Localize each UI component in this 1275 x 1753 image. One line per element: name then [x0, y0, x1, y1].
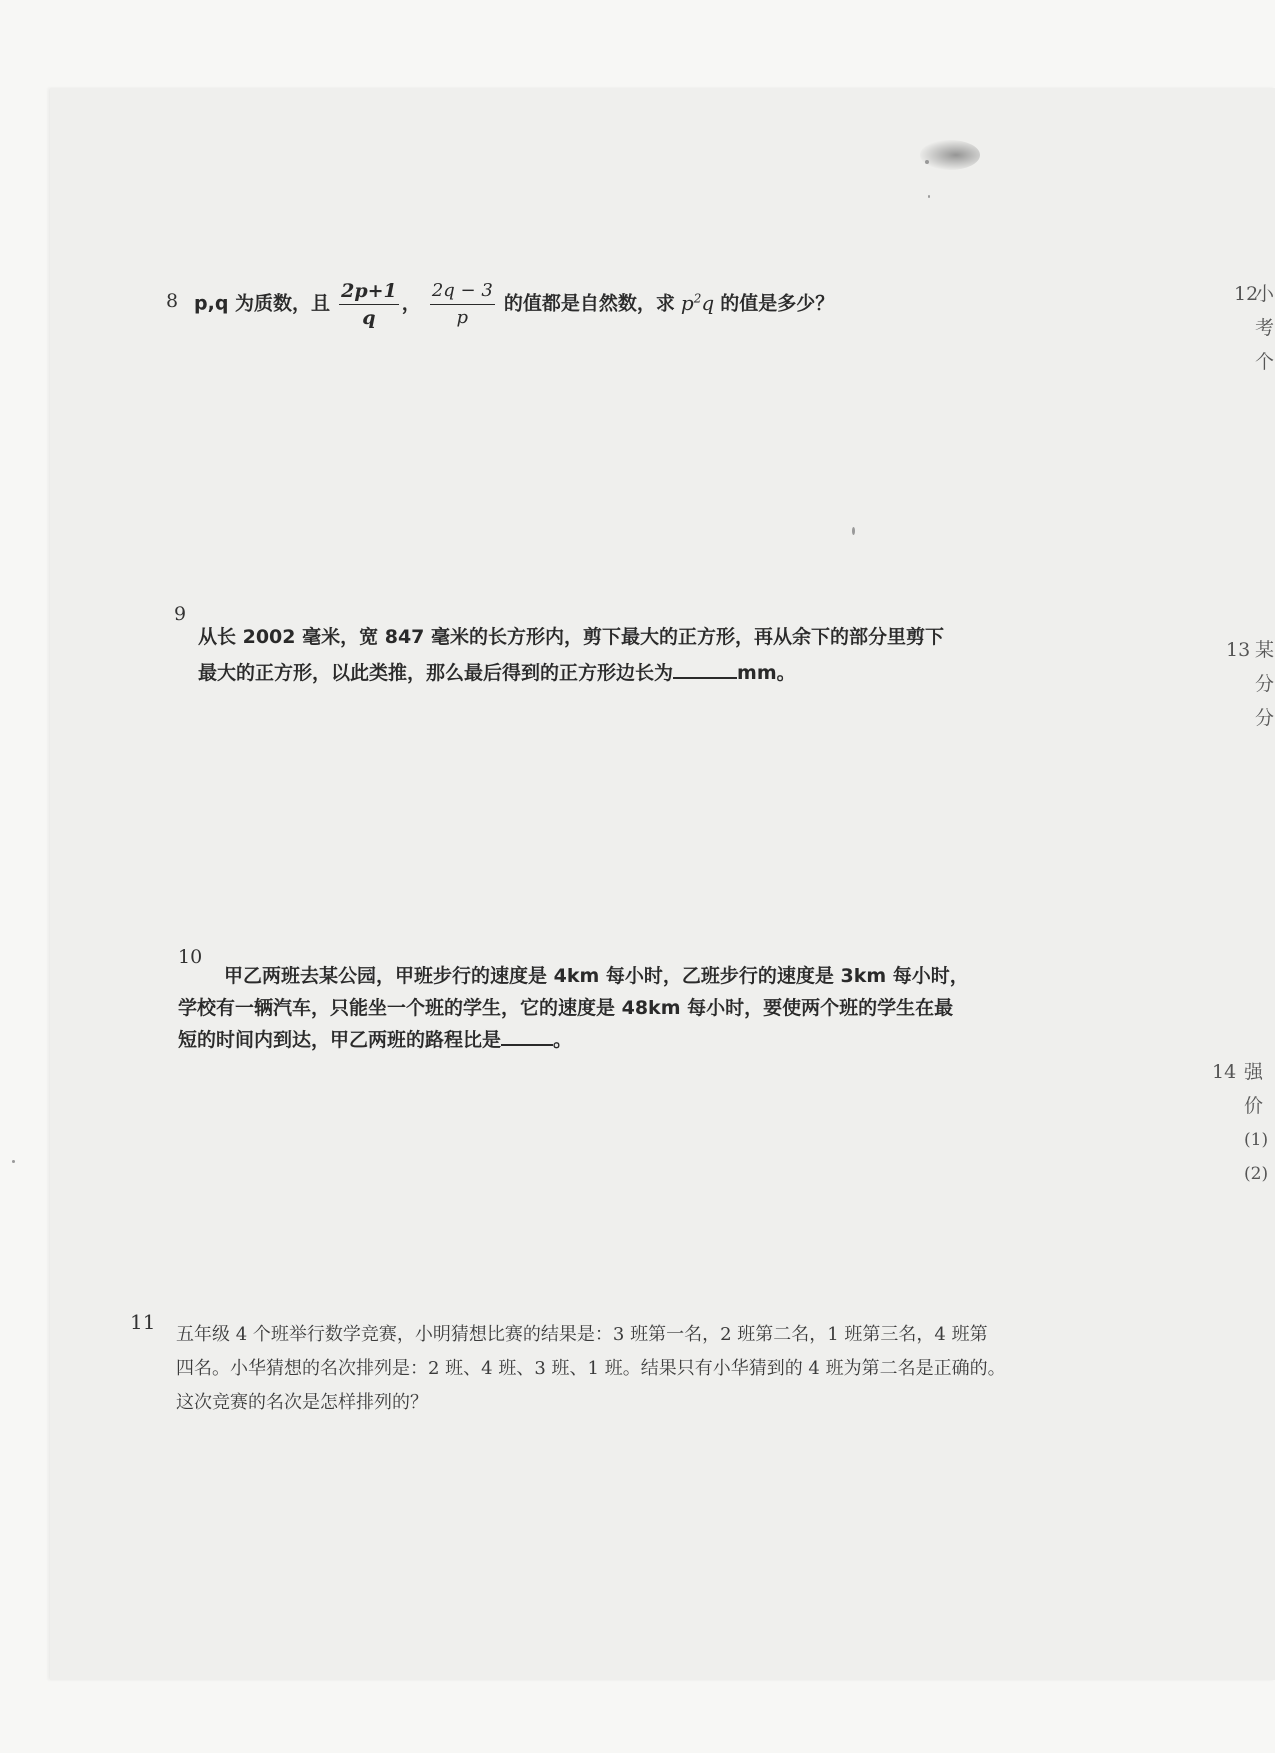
edge-text: (2)	[1244, 1164, 1269, 1184]
edge-text: (1)	[1244, 1130, 1269, 1150]
problem-10-number: 10	[178, 946, 203, 968]
expr-exponent: 2	[693, 290, 702, 305]
expr-var: q	[701, 290, 715, 315]
edge-text: 小	[1255, 283, 1275, 305]
problem-8-lead: p,q 为质数，且	[194, 292, 331, 315]
problem-8	[194, 278, 834, 331]
problem-9	[198, 619, 944, 691]
fraction-numerator: 2p+1	[339, 278, 399, 305]
problem-11-line-2: 四名。小华猜想的名次排列是：2 班、4 班、3 班、1 班。结果只有小华猜到的 4 班为第二名是正确的。	[176, 1358, 1006, 1379]
fraction-denominator: q	[362, 307, 376, 329]
problem-10	[178, 960, 969, 1056]
problem-9-line-2-text: 最大的正方形，以此类推，那么最后得到的正方形边长为	[198, 662, 674, 684]
problem-8-number: 8	[166, 290, 179, 312]
edge-text: 个	[1255, 351, 1275, 373]
problem-10-line-3-text: 短的时间内到达，甲乙两班的路程比是	[178, 1029, 502, 1051]
speck	[928, 195, 930, 198]
edge-text: 分	[1255, 673, 1275, 695]
speck	[852, 527, 855, 535]
expr-base: p	[680, 290, 694, 315]
edge-clip-14	[1244, 1055, 1275, 1195]
fraction-2p-plus-1-over-q	[339, 278, 399, 331]
problem-9-line-2	[198, 655, 944, 691]
edge-text: 考	[1255, 317, 1275, 339]
problem-10-line-1: 甲乙两班去某公园，甲班步行的速度是 4km 每小时，乙班步行的速度是 3km 每小时，	[224, 965, 969, 987]
fraction-2q-minus-3-over-p	[430, 278, 495, 331]
answer-blank	[673, 657, 737, 679]
problem-10-line-2: 学校有一辆汽车，只能坐一个班的学生，它的速度是 48km 每小时，要使两个班的学生在最	[178, 997, 954, 1019]
fraction-numerator: 2q − 3	[430, 278, 495, 305]
edge-text: 强	[1244, 1061, 1264, 1083]
answer-blank	[501, 1024, 553, 1046]
edge-text: 某	[1255, 639, 1275, 661]
edge-number-13: 13	[1226, 639, 1251, 661]
edge-text: 分	[1255, 707, 1275, 729]
ink-smudge	[920, 140, 980, 170]
expression-p2q	[681, 291, 714, 315]
problem-10-line-3-end: 。	[553, 1029, 573, 1051]
problem-9-line-1: 从长 2002 毫米，宽 847 毫米的长方形内，剪下最大的正方形，再从余下的部分里剪下	[198, 626, 945, 648]
speck	[925, 160, 929, 164]
problem-9-number: 9	[174, 603, 187, 625]
problem-11-line-3: 这次竞赛的名次是怎样排列的？	[176, 1392, 428, 1413]
edge-clip	[1255, 0, 1275, 1753]
problem-9-line-2-unit: mm。	[737, 662, 796, 684]
problem-8-tail: 的值是多少？	[720, 292, 835, 315]
speck	[12, 1160, 15, 1163]
problem-11-number: 11	[130, 1310, 156, 1334]
edge-number-14: 14	[1212, 1061, 1237, 1083]
problem-8-mid: 的值都是自然数，求	[503, 292, 675, 315]
problem-11	[176, 1318, 1006, 1420]
problem-8-separator: ，	[401, 292, 421, 315]
edge-number-12: 12	[1234, 283, 1259, 305]
fraction-denominator: p	[456, 307, 469, 328]
problem-10-line-3	[178, 1024, 969, 1056]
problem-11-line-1: 五年级 4 个班举行数学竞赛，小明猜想比赛的结果是：3 班第一名，2 班第二名，1 班第三名，4 班第	[176, 1324, 988, 1345]
edge-text: 价	[1244, 1095, 1264, 1117]
